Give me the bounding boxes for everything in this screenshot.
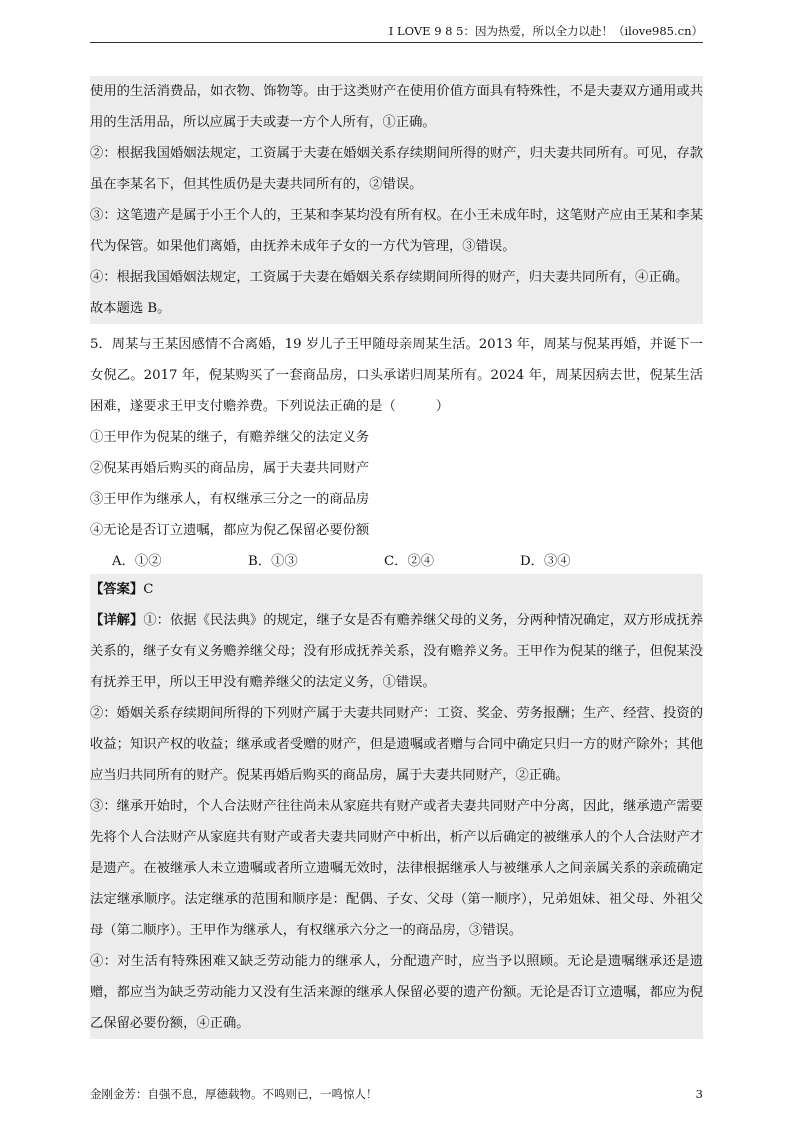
option-d: D．③④ (520, 554, 571, 569)
detail-label: 【详解】 (90, 613, 144, 628)
statement: ①王甲作为倪某的继子，有赡养继父的法定义务 (90, 430, 370, 445)
option-a: A．①② (112, 554, 162, 569)
detail-text: ①：依据《民法典》的规定，继子女是否有赡养继父母的义务，分两种情况确定，双方形成抚养关系的，继子女有义务赡养继父母；没有形成抚养关系，没有赡养义务。王甲作为倪某的继子，但倪某没有抚养王甲，所以王甲没有赡养继父的法定义务，①错误。 (90, 613, 704, 690)
question-5 (90, 329, 703, 577)
footer-motto: 金刚金芳：自强不息，厚德载物。不鸣则已，一鸣惊人！ (90, 1087, 378, 1101)
detail-paragraph: ④：对生活有特殊困难又缺乏劳动能力的继承人，分配遗产时，应当予以照顾。无论是遗嘱继承还是遗赠，都应当为缺乏劳动能力又没有生活来源的继承人保留必要的遗产份额。无论是否订立遗嘱，都应为倪乙保留必要份额，④正确。 (90, 954, 703, 1031)
answer-options (90, 546, 703, 577)
paragraph: 使用的生活消费品，如衣物、饰物等。由于这类财产在使用价值方面具有特殊性，不是夫妻双方通用或共用的生活用品，所以应属于夫或妻一方个人所有，①正确。 (90, 84, 703, 130)
paragraph: ③：这笔遗产是属于小王个人的，王某和李某均没有所有权。在小王未成年时，这笔财产应由王某和李某代为保管。如果他们离婚，由抚养未成年子女的一方代为管理，③错误。 (90, 208, 703, 254)
paragraph: ④：根据我国婚姻法规定，工资属于夫妻在婚姻关系存续期间所得的财产，归夫妻共同所有，④正确。 (90, 270, 689, 285)
statement: ④无论是否订立遗嘱，都应为倪乙保留必要份额 (90, 523, 370, 538)
answer-value: C (143, 582, 154, 597)
answer-label: 【答案】 (90, 582, 144, 597)
statement: ②倪某再婚后购买的商品房，属于夫妻共同财产 (90, 461, 370, 476)
detail-paragraph: ②：婚姻关系存续期间所得的下列财产属于夫妻共同财产：工资、奖金、劳务报酬；生产、经营、投资的收益；知识产权的收益；继承或者受赠的财产，但是遗嘱或者赠与合同中确定只归一方的财产除外；其他应当归共同所有的财产。倪某再婚后购买的商品房，属于夫妻共同财产，②正确。 (90, 706, 703, 783)
page-footer (90, 1085, 703, 1103)
page-header: I LOVE 9 8 5：因为热爱，所以全力以赴！（ilove985.cn） (90, 22, 703, 43)
page-number: 3 (695, 1087, 703, 1101)
detail-paragraph: ③：继承开始时，个人合法财产往往尚未从家庭共有财产或者夫妻共同财产中分离，因此，继承遗产需要先将个人合法财产从家庭共有财产或者夫妻共同财产中析出，析产以后确定的被继承人的个人合法财产才是遗产。在被继承人未立遗嘱或者所立遗嘱无效时，法律根据继承人与被继承人之间亲属关系的亲疏确定法定继承顺序。法定继承的范围和顺序是：配偶、子女、父母（第一顺序），兄弟姐妹、祖父母、外祖父母（第二顺序）。王甲作为继承人，有权继承六分之一的商品房，③错误。 (90, 799, 703, 938)
paragraph: 故本题选 B。 (90, 301, 171, 316)
answer-block (90, 574, 703, 1039)
detail-paragraph (90, 605, 703, 698)
option-b: B．①③ (248, 554, 298, 569)
statement: ③王甲作为继承人，有权继承三分之一的商品房 (90, 492, 370, 507)
question-stem: 5．周某与王某因感情不合离婚，19 岁儿子王甲随母亲周某生活。2013 年，周某与倪某再婚，并诞下一女倪乙。2017 年，倪某购买了一套商品房，口头承诺归周某所有。2024 年，周某因病去世，倪某生活困难，遂要求王甲支付赡养费。下列说法正确的是（ ） (90, 337, 703, 414)
explanation-block-prev (90, 76, 703, 324)
paragraph: ②：根据我国婚姻法规定，工资属于夫妻在婚姻关系存续期间所得的财产，归夫妻共同所有。可见，存款虽在李某名下，但其性质仍是夫妻共同所有的，②错误。 (90, 146, 703, 192)
answer-line (90, 574, 703, 605)
option-c: C．②④ (384, 554, 435, 569)
